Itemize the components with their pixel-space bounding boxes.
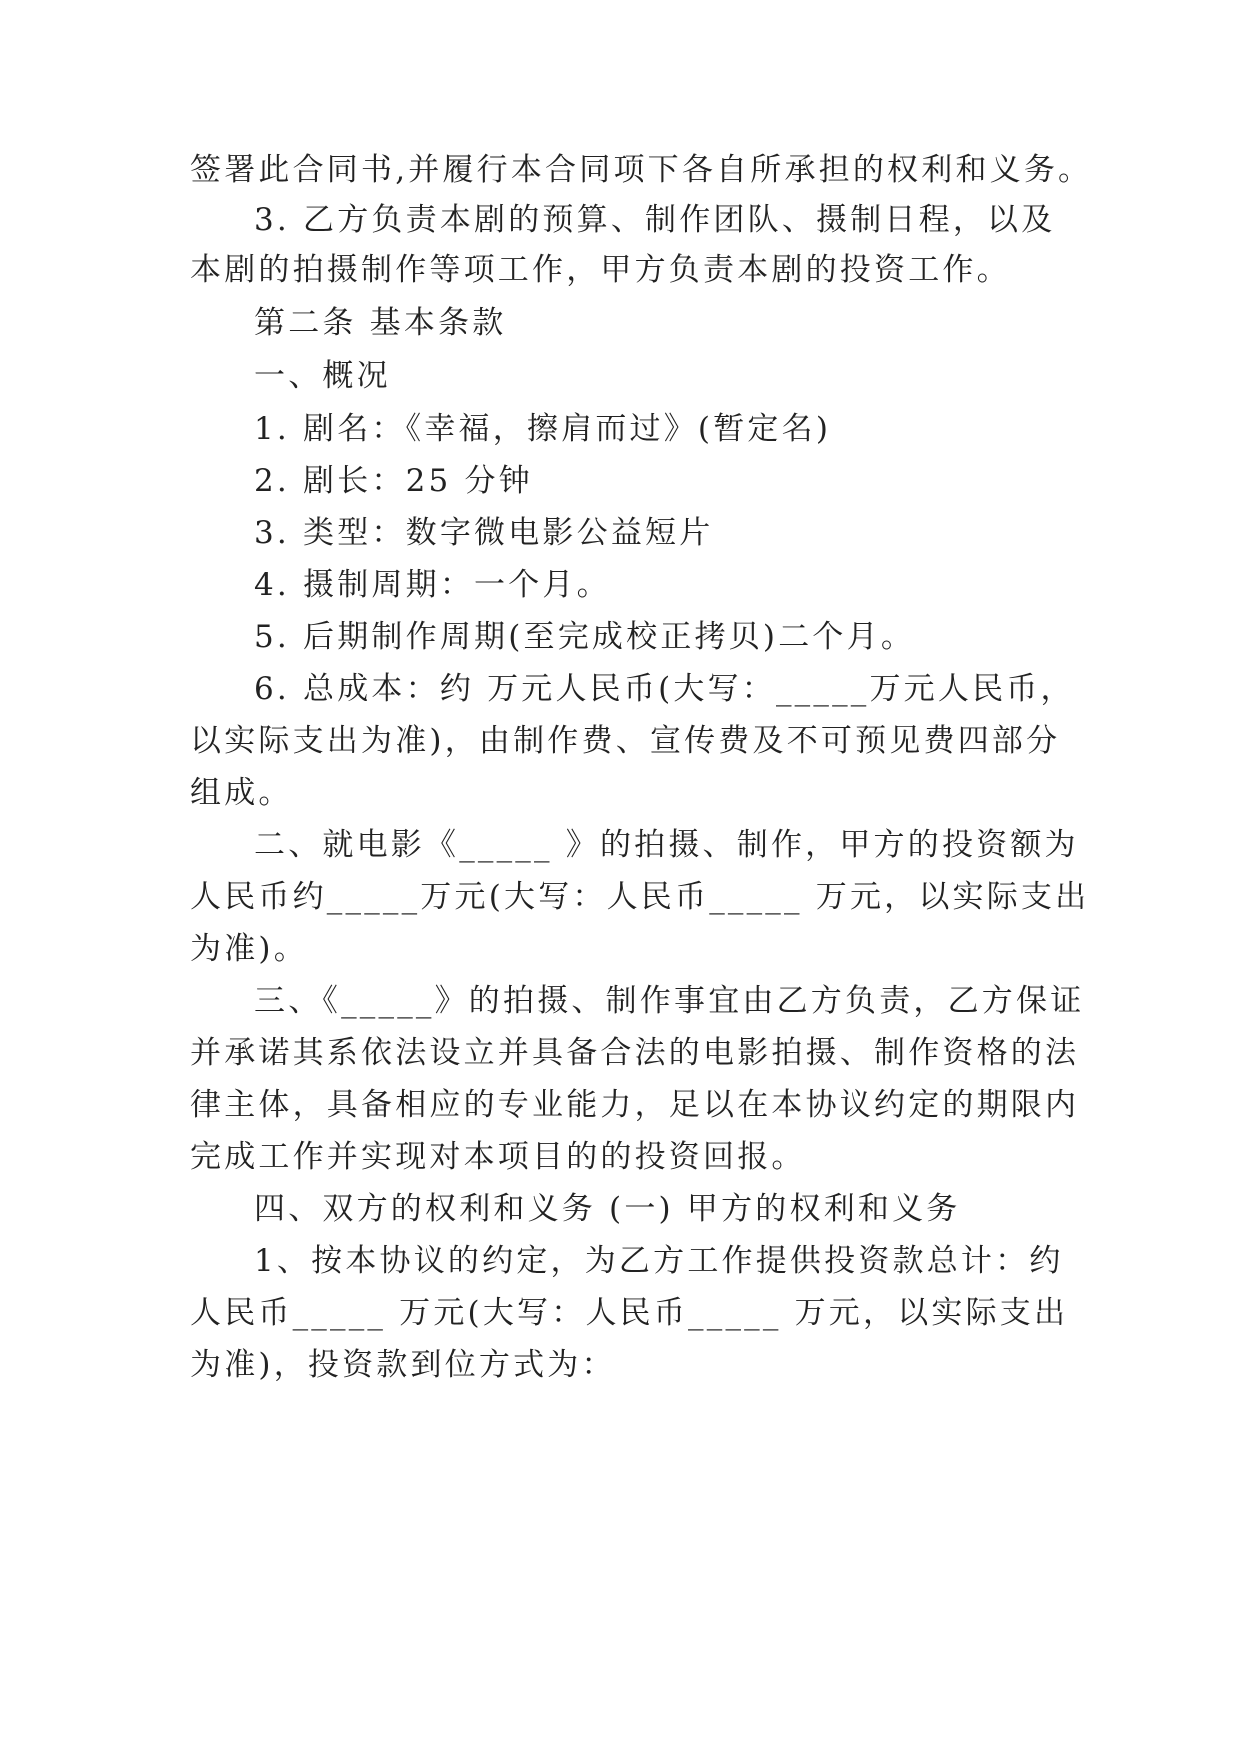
overview-item-shooting-period: 4. 摄制周期：一个月。 [254, 567, 611, 603]
text-line-12: 以实际支出为准)，由制作费、宣传费及不可预见费四部分 [190, 723, 1061, 759]
article-2-heading: 第二条 基本条款 [254, 305, 507, 341]
clause-3: 3. 乙方负责本剧的预算、制作团队、摄制日程，以及 [254, 202, 1056, 238]
text-line-24: 为准)，投资款到位方式为： [190, 1347, 616, 1383]
text-line-1: 签署此合同书,并履行本合同项下各自所承担的权利和义务。 [190, 152, 1093, 188]
section-4-heading: 四、双方的权利和义务 (一) 甲方的权利和义务 [254, 1191, 961, 1227]
text-line-16: 为准)。 [190, 931, 308, 967]
section-overview-heading: 一、概况 [254, 358, 391, 394]
party-a-clause-1: 1、按本协议的约定，为乙方工作提供投资款总计：约 [254, 1243, 1064, 1279]
overview-item-title: 1. 剧名：《幸福，擦肩而过》(暂定名) [254, 411, 832, 447]
overview-item-type: 3. 类型：数字微电影公益短片 [254, 515, 714, 551]
section-3-paragraph: 三、《_____》的拍摄、制作事宜由乙方负责，乙方保证 [254, 983, 1085, 1019]
text-line-15: 人民币约_____万元(大写：人民币_____ 万元，以实际支出 [190, 879, 1090, 915]
text-line-19: 律主体，具备相应的专业能力，足以在本协议约定的期限内 [190, 1087, 1080, 1123]
text-line-18: 并承诺其系依法设立并具备合法的电影拍摄、制作资格的法 [190, 1035, 1080, 1071]
section-2-paragraph: 二、就电影《_____ 》的拍摄、制作，甲方的投资额为 [254, 827, 1079, 863]
text-line-20: 完成工作并实现对本项目的的投资回报。 [190, 1139, 806, 1175]
overview-item-length: 2. 剧长：25 分钟 [254, 463, 533, 499]
text-line-3: 本剧的拍摄制作等项工作，甲方负责本剧的投资工作。 [190, 252, 1011, 288]
overview-item-post-production: 5. 后期制作周期(至完成校正拷贝)二个月。 [254, 619, 916, 655]
text-line-23: 人民币_____ 万元(大写：人民币_____ 万元，以实际支出 [190, 1295, 1069, 1331]
text-line-13: 组成。 [190, 775, 293, 811]
overview-item-total-cost: 6. 总成本：约 万元人民币(大写：_____万元人民币， [254, 671, 1075, 707]
